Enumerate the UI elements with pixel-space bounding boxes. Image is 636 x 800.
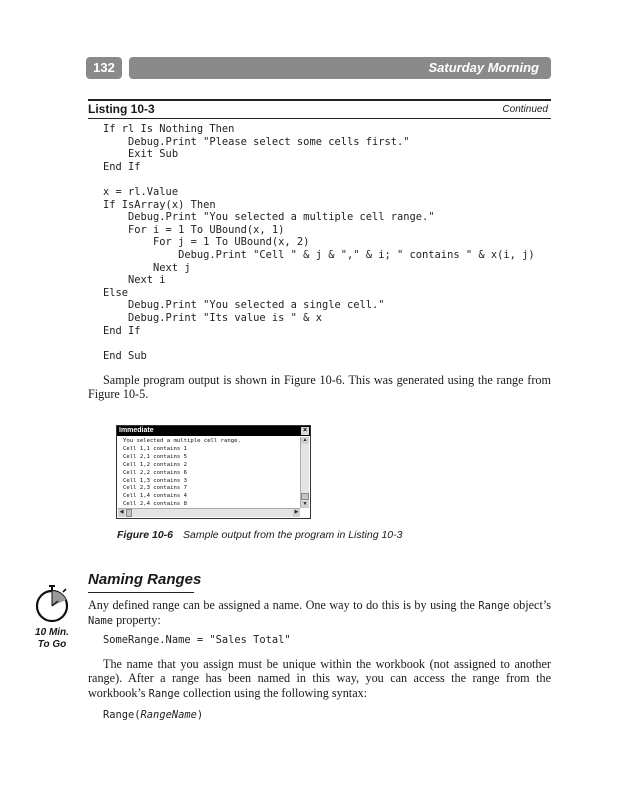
vertical-scrollbar[interactable] [300,437,309,508]
output-line: Cell 1,2 contains 2 [123,461,187,468]
output-line: Cell 2,3 contains 7 [123,485,187,492]
code-line: Next j [103,261,191,274]
output-line: Cell 2,4 contains 8 [123,501,187,508]
section-heading-rule [88,592,194,593]
code-line: Debug.Print "Please select some cells first." [103,135,410,148]
horizontal-scroll-thumb[interactable] [126,509,132,517]
listing-bottom-rule [88,118,551,119]
code-line [103,173,535,186]
scroll-up-arrow-icon[interactable]: ▲ [302,438,308,443]
code2-suffix: ) [196,709,204,721]
section-paragraph-2 [88,657,551,701]
running-head: Saturday Morning [129,57,551,79]
code-line: x = rl.Value [103,185,179,198]
code-sample-name-assignment: SomeRange.Name = "Sales Total" [103,634,291,646]
intro-paragraph [88,373,551,402]
para1-text-b: object’s [509,598,551,612]
listing-continued: Continued [502,104,548,115]
close-icon[interactable]: × [302,427,308,434]
para2-text-b: collection using the following syntax: [179,685,368,700]
time-remaining-label [24,627,80,651]
scroll-right-arrow-icon[interactable]: ▶ [294,510,299,515]
code-listing [103,123,535,362]
output-line: Cell 1,1 contains 1 [123,445,187,452]
code-line: End If [103,324,141,337]
output-line: Cell 2,1 contains 5 [123,453,187,460]
output-line: You selected a multiple cell range. [123,438,241,444]
code-line: Debug.Print "You selected a single cell." [103,299,385,312]
code-line: Debug.Print "Its value is " & x [103,311,322,324]
code-line: If IsArray(x) Then [103,198,216,211]
intro-paragraph-text: Sample program output is shown in Figure 10-6. This was generated using the range from Figure 10-5. [88,373,551,402]
page-number: 132 [86,57,122,79]
para2-code-range: Range [148,687,180,700]
figure-caption-text: Sample output from the program in Listing 10-3 [183,529,403,541]
immediate-window-titlebar [117,426,310,436]
code-sample-range-syntax [103,709,203,721]
immediate-output [123,438,241,509]
section-heading: Naming Ranges [88,571,202,588]
time-remaining-line2: To Go [37,639,67,650]
code-line: If rl Is Nothing Then [103,123,235,135]
scroll-left-arrow-icon[interactable]: ◀ [119,510,124,515]
para1-code-range: Range [478,600,510,612]
code-line: Debug.Print "Cell " & j & "," & i; " contains " & x(i, j) [103,248,535,261]
code2-argument: RangeName [140,709,197,721]
section-paragraph-1 [88,598,551,629]
para2-text-a: The name that you assign must be unique within the workbook (not assigned to another range). After a range has been named in this way, you can access the range from the workbook’s [88,657,551,700]
code-line: End If [103,160,141,173]
vertical-scroll-thumb[interactable] [301,493,309,500]
figure-number: Figure 10-6 [117,529,174,541]
para1-code-name: Name [88,615,114,628]
immediate-window-title: Immediate [119,427,154,434]
time-remaining-line1: 10 Min. [35,627,69,638]
listing-top-rule [88,99,551,101]
para1-text-a: Any defined range can be assigned a name. One way to do this is by using the [88,598,479,612]
immediate-window [116,425,311,519]
code-line: End Sub [103,349,147,362]
code-line [103,337,535,350]
code-line: Next i [103,274,166,287]
code-line: For i = 1 To UBound(x, 1) [103,223,285,236]
output-line: Cell 1,3 contains 3 [123,477,187,484]
code-line: Else [103,286,129,299]
output-line: Cell 1,4 contains 4 [123,493,187,500]
code-line: For j = 1 To UBound(x, 2) [103,236,310,249]
stopwatch-icon [34,582,74,626]
figure-caption [117,529,402,541]
listing-label: Listing 10-3 [88,102,155,116]
code-line: Debug.Print "You selected a multiple cell range." [103,211,435,224]
code2-prefix: Range( [103,709,141,721]
para1-text-c: property: [113,613,161,628]
output-line: Cell 2,2 contains 6 [123,469,187,476]
code-line: Exit Sub [103,148,179,161]
scroll-down-arrow-icon[interactable]: ▼ [302,502,308,507]
horizontal-scrollbar[interactable] [118,508,300,517]
